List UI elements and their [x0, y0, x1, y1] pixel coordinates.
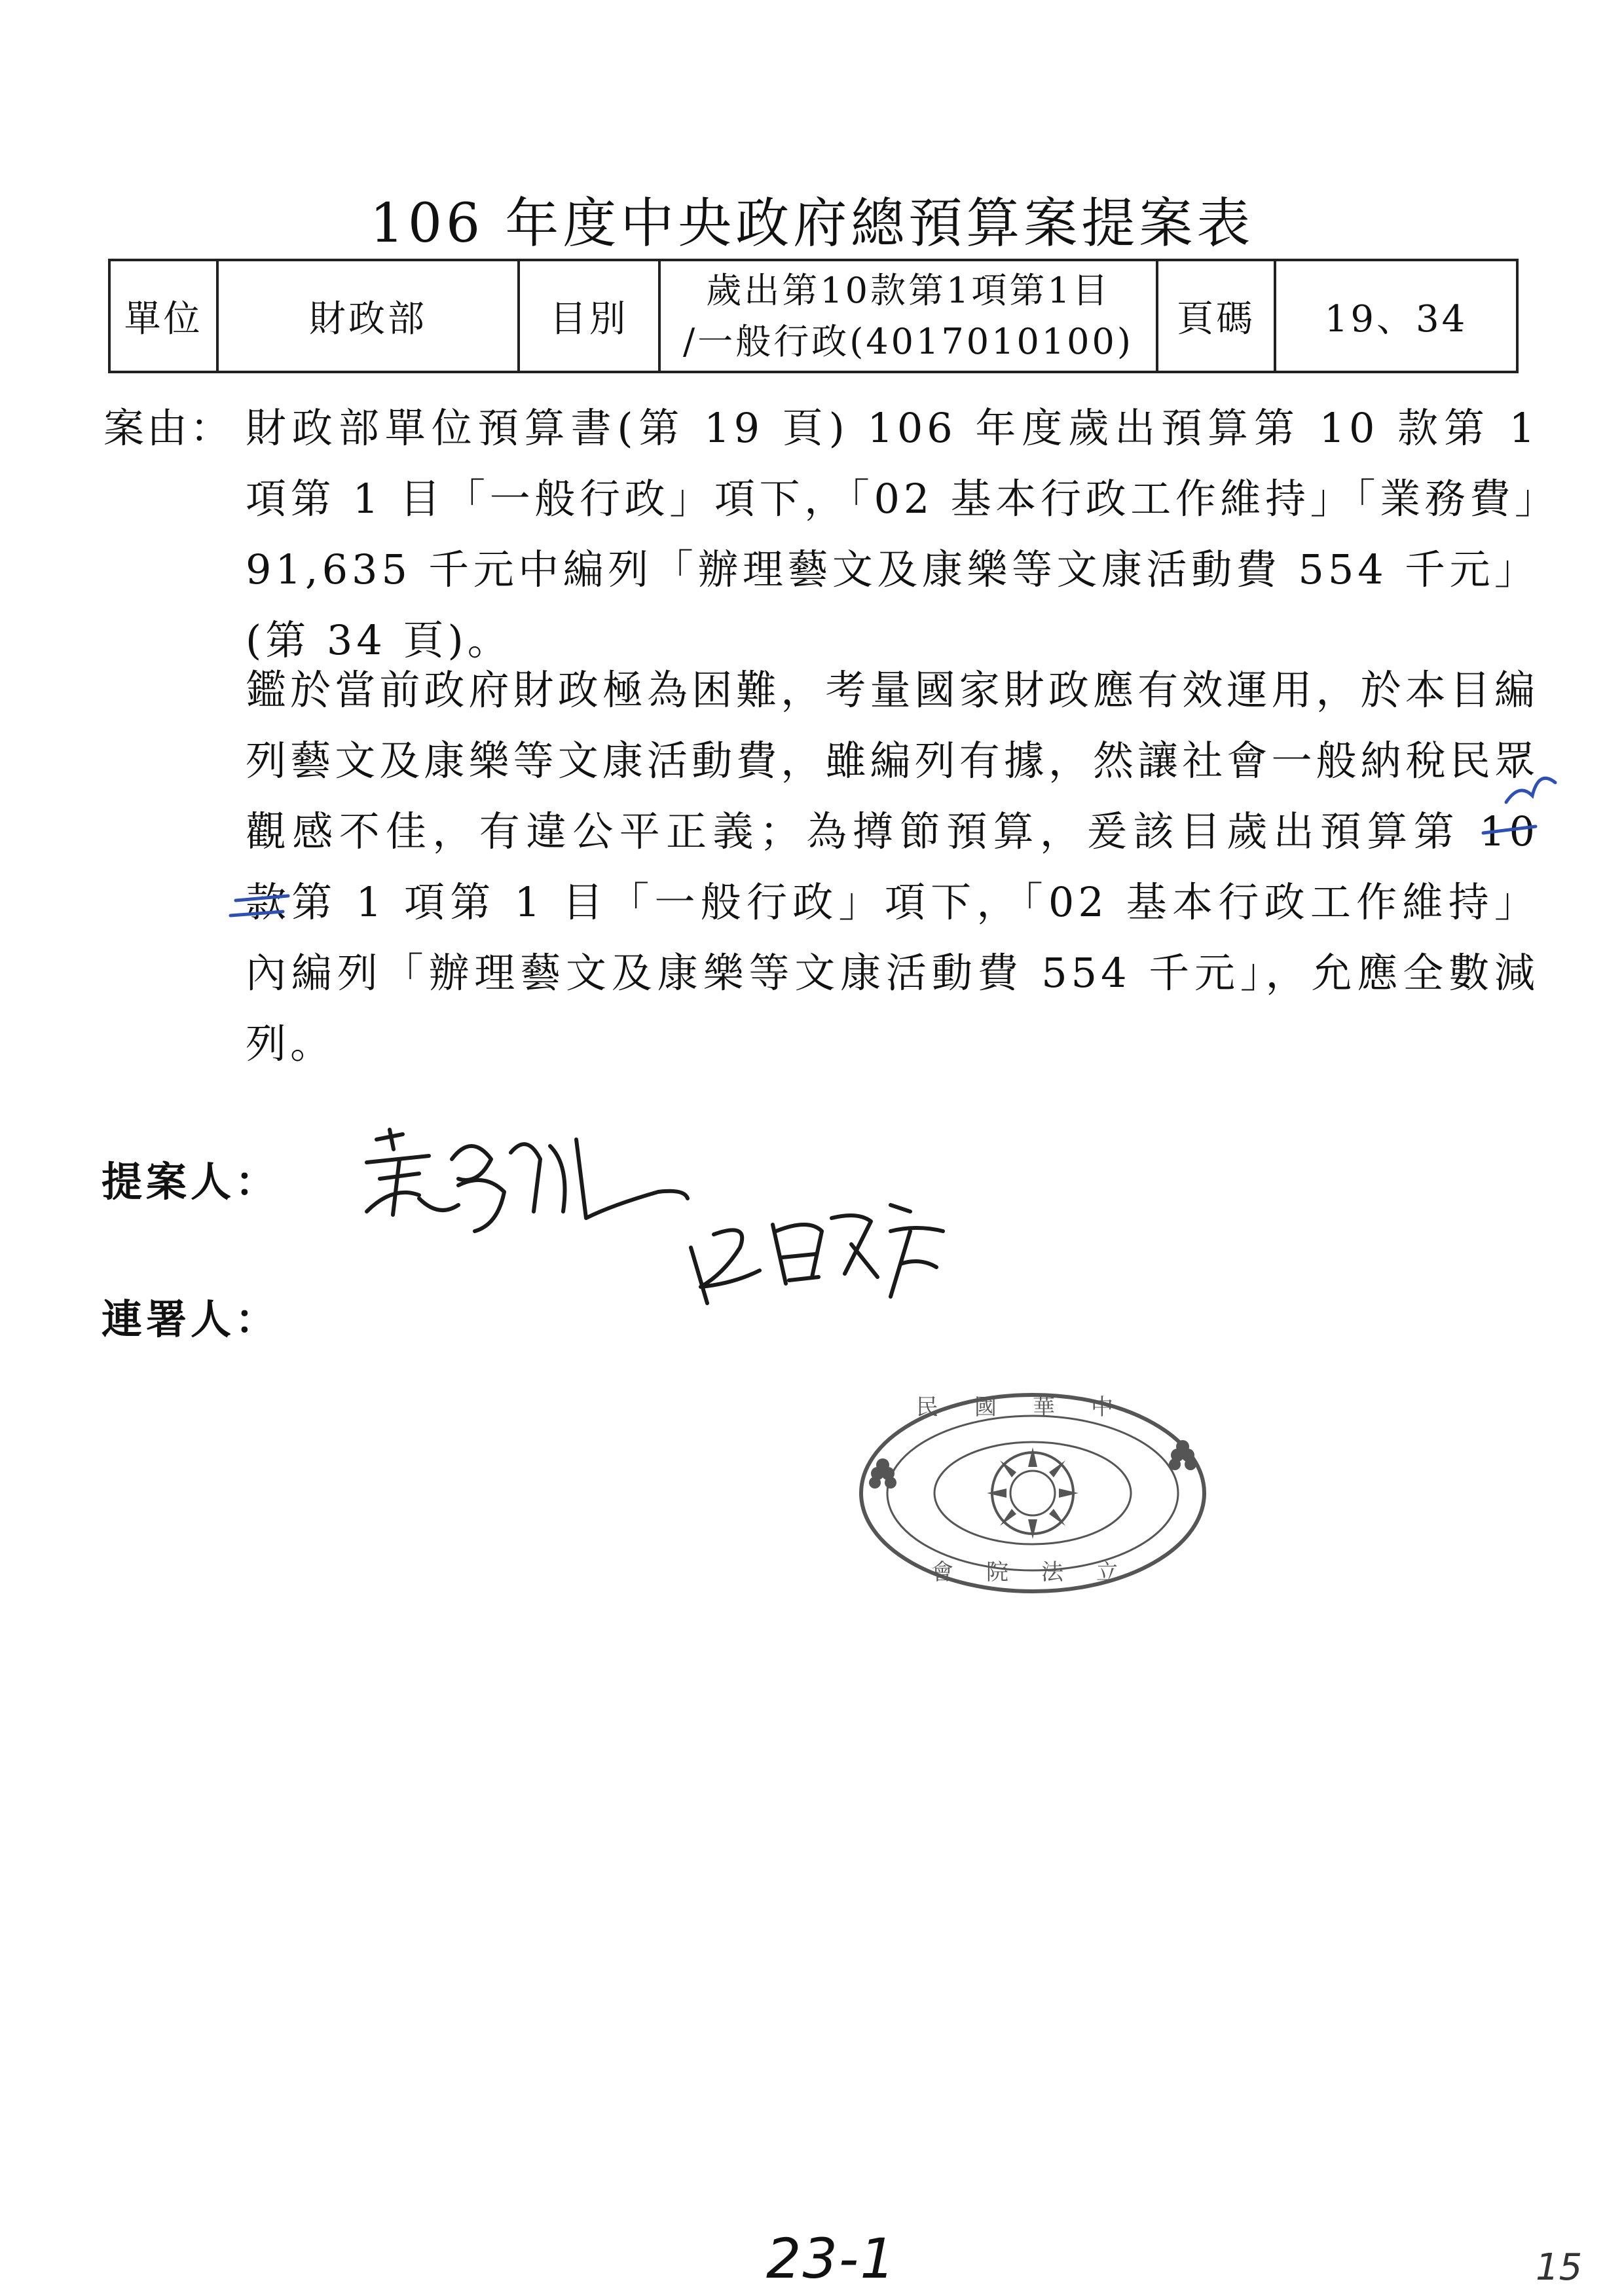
unit-label: 單位: [109, 260, 217, 372]
unit-value: 財政部: [217, 260, 519, 372]
sun-emblem-icon: [987, 1447, 1079, 1539]
item-value-line2: /一般行政(4017010100): [683, 320, 1134, 362]
signature-cosigner: [691, 1205, 943, 1303]
page-value: 19、34: [1275, 260, 1517, 372]
seal-top-text: 民國華中: [916, 1394, 1149, 1420]
correction-mark-strike: [231, 778, 1555, 916]
signature-proposer: [367, 1130, 688, 1231]
plum-blossom-icon-left: [869, 1458, 896, 1489]
case-paragraph-1: 財政部單位預算書(第 19 頁) 106 年度歲出預算第 10 款第 1 項第 1 目「一般行政」項下，「02 基本行政工作維持」「業務費」91,635 千元中編列「辦理藝文及康樂等文康活動費 554 千元」 (第 34 頁)。: [246, 404, 1539, 664]
case-paragraph-2: 鑑於當前政府財政極為困難，考量國家財政應有效運用，於本目編列藝文及康樂等文康活動費，雖編列有據，然讓社會一般納稅民眾觀感不佳，有違公平正義；為撙節預算，爰該目歲出預算第 10 款第 1 項第 1 目「一般行政」項下，「02 基本行政工作維持」內編列「辦理藝文及康樂等文康活動費 554 千元」，允應全數減列。: [246, 666, 1539, 1067]
page-title: 106 年度中央政府總預算案提案表: [369, 193, 1255, 255]
seal-bottom-text: 會院法立: [931, 1559, 1151, 1585]
item-value-line1: 歲出第10款第1項第1目: [706, 269, 1111, 311]
page-number: 23-1: [766, 2227, 896, 2291]
proposer-label: 提案人：: [101, 1158, 280, 1206]
official-seal: [861, 1394, 1204, 1591]
case-label: 案由：: [103, 404, 234, 452]
plum-blossom-icon-right: [1169, 1440, 1196, 1470]
cosigner-label: 連署人：: [101, 1295, 280, 1343]
page-label: 頁碼: [1157, 260, 1275, 372]
item-label: 目別: [519, 260, 659, 372]
corner-number: 15: [1536, 2246, 1583, 2289]
